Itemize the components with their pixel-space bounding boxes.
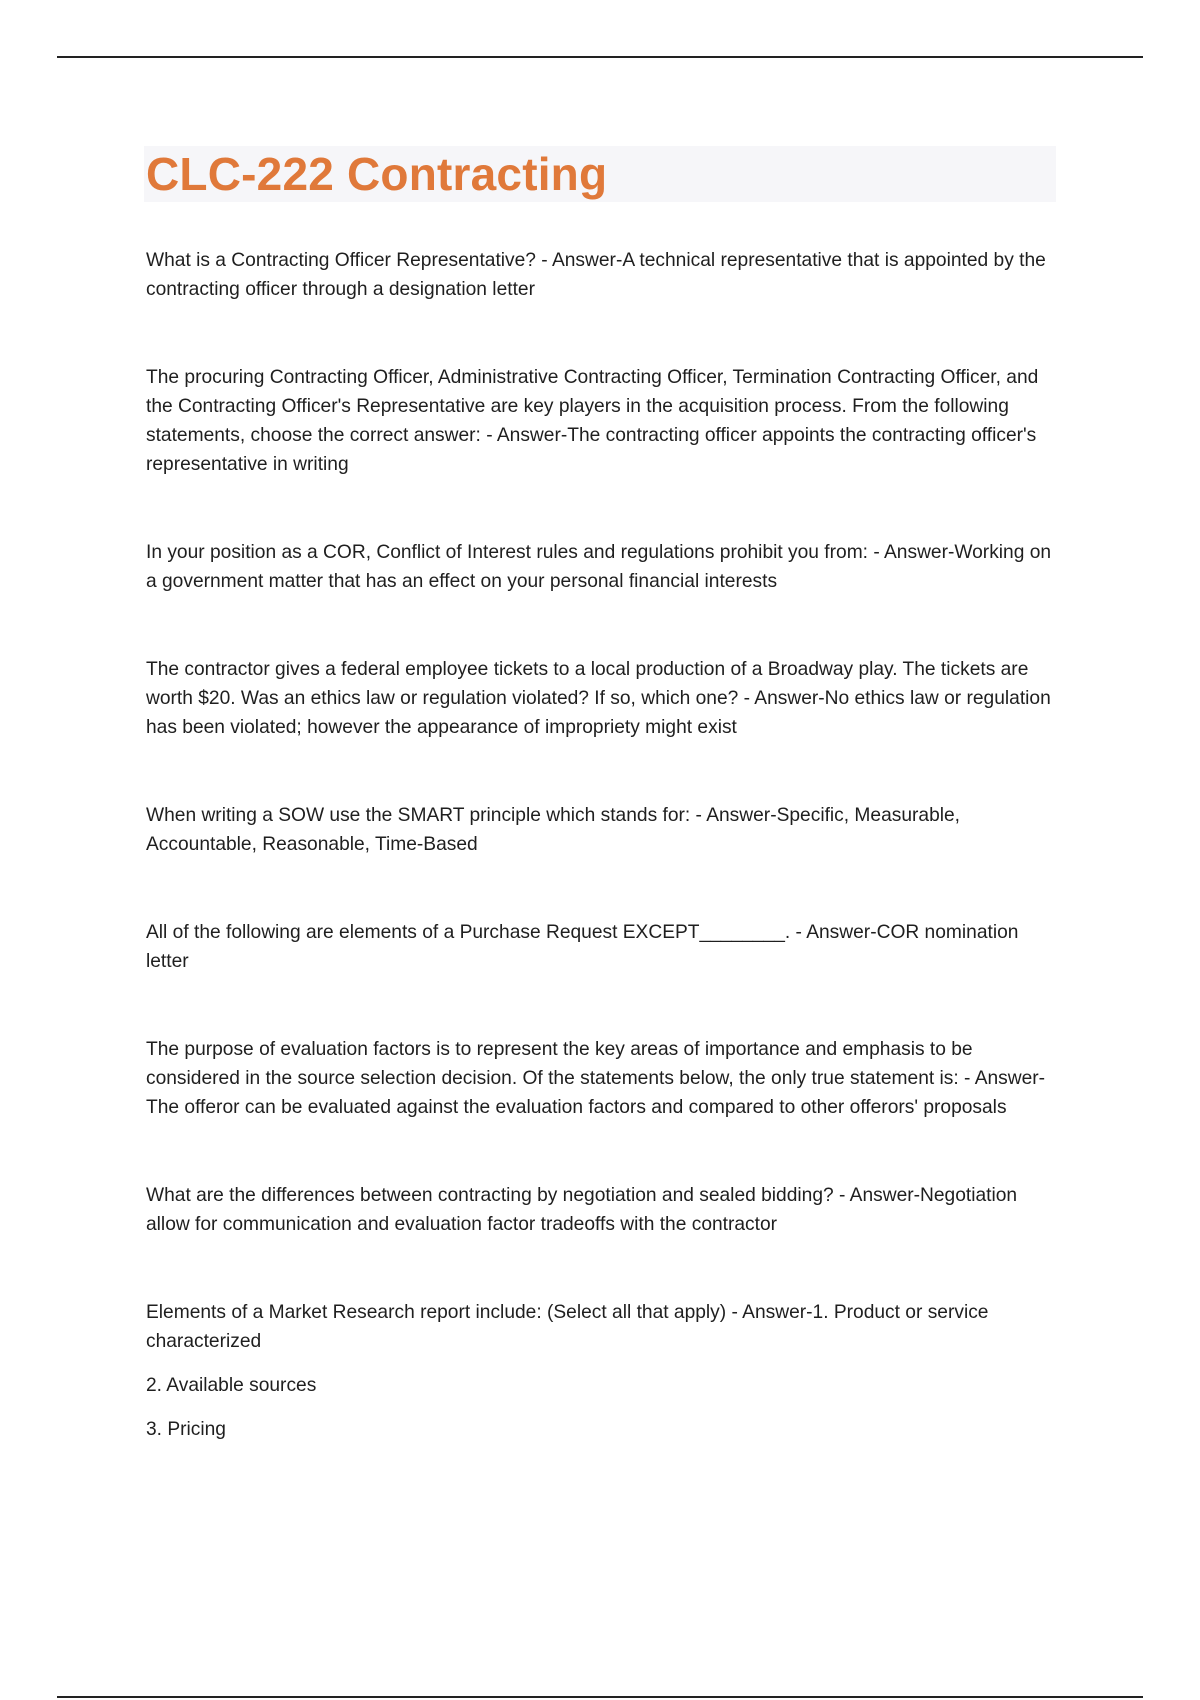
qa-text: The purpose of evaluation factors is to represent the key areas of importance and emphasis to be considered in the source selection decision. Of the statements below, the only true statement is: - Answer-The offeror can be evaluated against the evaluation factors and compared to other offerors' proposals xyxy=(146,1039,1046,1118)
footer-rule xyxy=(57,1696,1143,1698)
document-body xyxy=(146,246,1064,1503)
title-band xyxy=(144,146,1056,202)
qa-list-line: 2. Available sources xyxy=(146,1375,317,1396)
qa-text: All of the following are elements of a Purchase Request EXCEPT________. - Answer-COR nomination letter xyxy=(146,922,1019,972)
qa-text: The contractor gives a federal employee tickets to a local production of a Broadway play. The tickets are worth $20. Was an ethics law or regulation violated? If so, which one? - Answer-No ethics law or regulation has been violated; however the appearance of impropriety might exist xyxy=(146,659,1051,738)
qa-item xyxy=(146,363,1064,479)
qa-item xyxy=(146,655,1064,742)
qa-text: Elements of a Market Research report include: (Select all that apply) - Answer-1. Product or service characterized xyxy=(146,1302,989,1352)
qa-item xyxy=(146,538,1064,596)
qa-item xyxy=(146,1035,1064,1122)
qa-item xyxy=(146,918,1064,976)
qa-item xyxy=(146,1181,1064,1239)
header-rule xyxy=(57,56,1143,58)
qa-text: What are the differences between contracting by negotiation and sealed bidding? - Answer-Negotiation allow for communication and evaluation factor tradeoffs with the contractor xyxy=(146,1185,1018,1235)
qa-item xyxy=(146,246,1064,304)
document-title: CLC-222 Contracting xyxy=(146,148,608,200)
qa-text: What is a Contracting Officer Representative? - Answer-A technical representative that is appointed by the contracting officer through a designation letter xyxy=(146,250,1046,300)
qa-text: In your position as a COR, Conflict of Interest rules and regulations prohibit you from: - Answer-Working on a government matter that has an effect on your personal financial interests xyxy=(146,542,1052,592)
qa-text: The procuring Contracting Officer, Administrative Contracting Officer, Termination Contracting Officer, and the Contracting Officer's Representative are key players in the acquisition process. From the following statements, choose the correct answer: - Answer-The contracting officer appoints the contracting officer's representative in writing xyxy=(146,367,1039,475)
qa-text: When writing a SOW use the SMART principle which stands for: - Answer-Specific, Measurable, Accountable, Reasonable, Time-Based xyxy=(146,805,961,855)
qa-item xyxy=(146,1298,1064,1444)
qa-list-line: 3. Pricing xyxy=(146,1419,226,1440)
qa-item xyxy=(146,801,1064,859)
